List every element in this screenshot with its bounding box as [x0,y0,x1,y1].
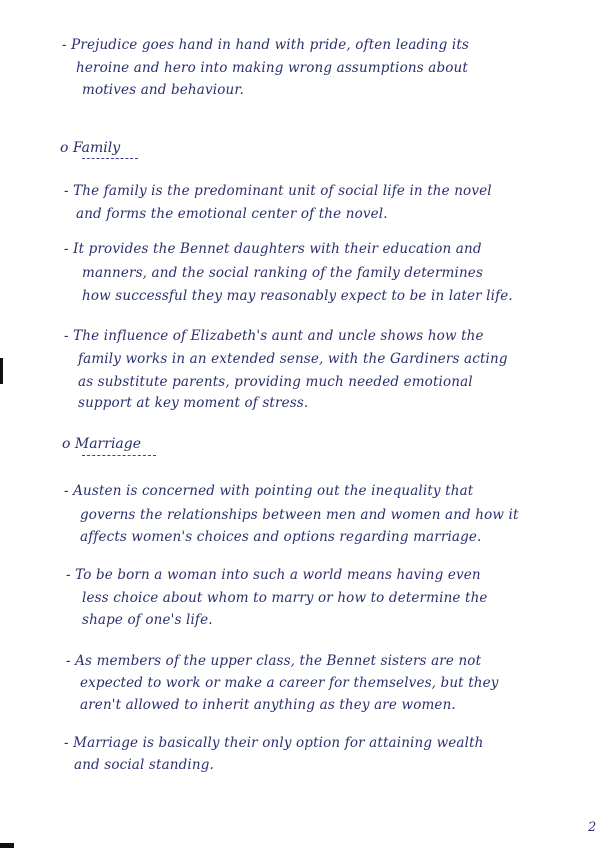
family-bullet-2-line-1: - It provides the Bennet daughters with their education and [64,241,482,257]
marriage-bullet-3-line-2: expected to work or make a career for themselves, but they [80,675,499,691]
marriage-bullet-1-line-2: governs the relationships between men and women and how it [80,507,519,523]
marriage-bullet-2-line-2: less choice about whom to marry or how to determine the [82,590,488,606]
marriage-bullet-3-line-3: aren't allowed to inherit anything as they are women. [80,697,456,713]
scan-edge-mark [0,358,3,384]
intro-line-1: - Prejudice goes hand in hand with pride, often leading its [62,37,469,53]
marriage-bullet-1-line-1: - Austen is concerned with pointing out the inequality that [64,483,474,499]
family-bullet-1-line-2: and forms the emotional center of the novel. [76,206,388,222]
intro-line-3: motives and behaviour. [82,82,244,98]
family-bullet-3-line-3: as substitute parents, providing much needed emotional [78,374,473,390]
marriage-bullet-1-line-3: affects women's choices and options regarding marriage. [80,529,482,545]
marriage-bullet-2-line-1: - To be born a woman into such a world means having even [66,567,481,583]
marriage-bullet-4-line-2: and social standing. [74,757,214,773]
family-heading-underline [82,158,138,159]
intro-line-2: heroine and hero into making wrong assumptions about [76,60,468,76]
family-bullet-3-line-2: family works in an extended sense, with the Gardiners acting [78,351,508,367]
family-bullet-3-line-4: support at key moment of stress. [78,395,309,411]
marriage-bullet-4-line-1: - Marriage is basically their only option for attaining wealth [64,735,484,751]
page-number: 2 [588,820,597,835]
marriage-bullet-3-line-1: - As members of the upper class, the Bennet sisters are not [66,653,482,669]
family-bullet-2-line-3: how successful they may reasonably expect to be in later life. [82,288,513,304]
scan-corner-mark [0,843,14,848]
marriage-heading: o Marriage [62,436,142,452]
marriage-bullet-2-line-3: shape of one's life. [82,612,213,628]
family-bullet-2-line-2: manners, and the social ranking of the family determines [82,265,484,281]
family-bullet-3-line-1: - The influence of Elizabeth's aunt and uncle shows how the [64,328,484,344]
family-heading: o Family [60,140,121,156]
marriage-heading-underline [82,455,156,456]
family-bullet-1-line-1: - The family is the predominant unit of social life in the novel [64,183,492,199]
